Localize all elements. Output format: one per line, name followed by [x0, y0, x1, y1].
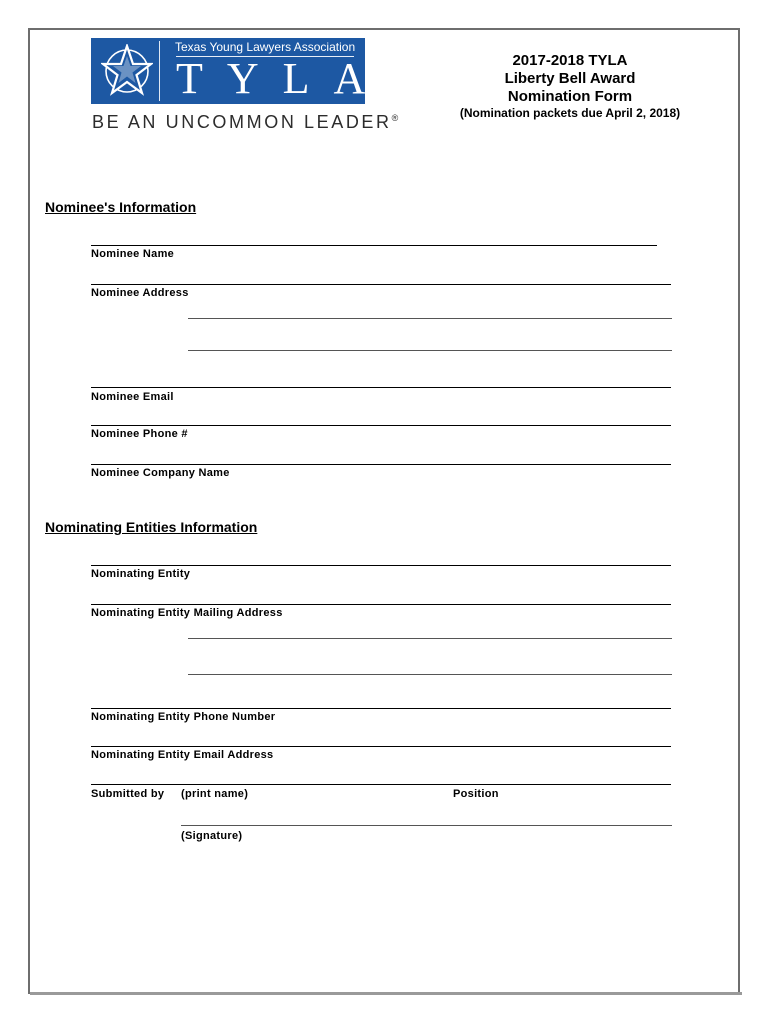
award-title: Liberty Bell Award — [504, 70, 636, 87]
nominating-mailing-line-3[interactable] — [188, 674, 672, 675]
nominating-entity-label: Nominating Entity — [91, 568, 191, 580]
form-page — [28, 28, 740, 994]
submitted-by-label: Submitted by — [91, 788, 165, 800]
page-shadow — [30, 992, 742, 995]
year-title: 2017-2018 TYLA — [512, 52, 628, 69]
submitted-by-field[interactable] — [91, 784, 671, 785]
nominating-phone-label: Nominating Entity Phone Number — [91, 711, 276, 723]
signature-field[interactable] — [181, 825, 672, 826]
nominee-name-label: Nominee Name — [91, 248, 175, 260]
nominee-address-field[interactable] — [91, 284, 671, 285]
logo-divider — [159, 41, 160, 101]
form-title-block — [420, 52, 720, 106]
signature-label: (Signature) — [181, 830, 243, 842]
nominating-phone-field[interactable] — [91, 708, 671, 709]
nominee-phone-field[interactable] — [91, 425, 671, 426]
nominee-address-label: Nominee Address — [91, 287, 189, 299]
nominee-section-title: Nominee's Information — [45, 199, 197, 215]
nominee-company-label: Nominee Company Name — [91, 467, 230, 479]
nominating-entity-field[interactable] — [91, 565, 671, 566]
logo-tagline: BE AN UNCOMMON LEADER® — [92, 112, 399, 132]
nominating-email-field[interactable] — [91, 746, 671, 747]
nominee-address-line-3[interactable] — [188, 350, 672, 351]
nominating-email-label: Nominating Entity Email Address — [91, 749, 274, 761]
registered-mark: ® — [391, 113, 399, 123]
nominee-name-field[interactable] — [91, 245, 657, 246]
logo-association-name: Texas Young Lawyers Association — [175, 40, 356, 54]
star-icon — [101, 44, 153, 96]
nominee-email-label: Nominee Email — [91, 391, 174, 403]
print-name-label: (print name) — [181, 788, 249, 800]
nominee-address-line-2[interactable] — [188, 318, 672, 319]
due-date-note: (Nomination packets due April 2, 2018) — [459, 106, 681, 120]
nominating-mailing-label: Nominating Entity Mailing Address — [91, 607, 283, 619]
nominating-section-title: Nominating Entities Information — [45, 519, 258, 535]
nominee-phone-label: Nominee Phone # — [91, 428, 188, 440]
nominating-mailing-line-2[interactable] — [188, 638, 672, 639]
logo-wordmark: TYLA — [176, 54, 390, 103]
form-title: Nomination Form — [507, 88, 633, 105]
nominating-mailing-field[interactable] — [91, 604, 671, 605]
nominee-email-field[interactable] — [91, 387, 671, 388]
nominee-company-field[interactable] — [91, 464, 671, 465]
position-label: Position — [453, 788, 499, 800]
